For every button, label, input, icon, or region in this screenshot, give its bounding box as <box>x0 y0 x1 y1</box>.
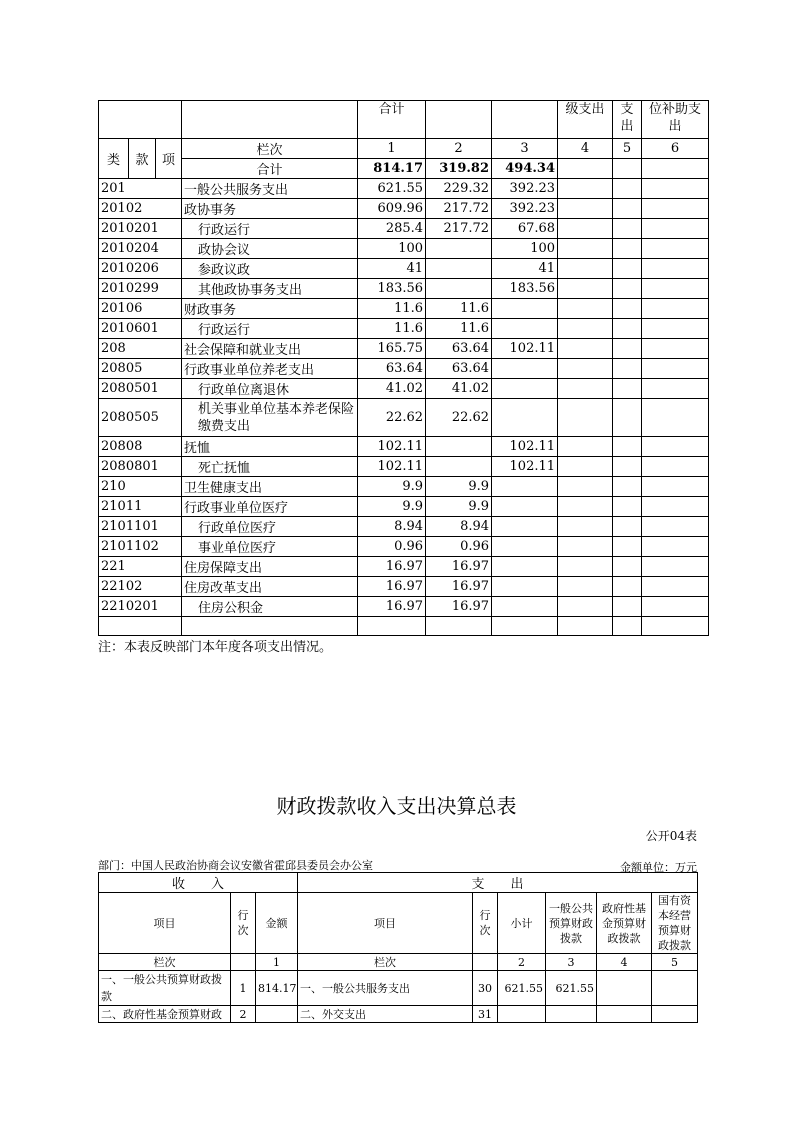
table-cell: 814.17 <box>256 971 298 1006</box>
table-cell <box>613 259 642 279</box>
table-row <box>99 319 709 339</box>
table-cell: 609.96 <box>358 199 426 219</box>
table-cell: 2080801 <box>99 457 182 477</box>
table-cell: 102.11 <box>358 457 426 477</box>
table-row <box>99 279 709 299</box>
table-row <box>99 457 709 477</box>
table-cell <box>558 497 613 517</box>
table-cell: 行次 <box>473 893 498 954</box>
table-cell: 30 <box>473 971 498 1006</box>
table-cell <box>613 239 642 259</box>
table-cell: 165.75 <box>358 339 426 359</box>
table-cell <box>613 517 642 537</box>
table-cell: 级支出 <box>558 101 613 139</box>
table-cell <box>426 101 492 139</box>
table-cell <box>492 319 558 339</box>
table-cell <box>558 319 613 339</box>
table-cell: 3 <box>492 139 558 159</box>
table-cell: 支 出 <box>298 873 698 893</box>
table-cell: 一、一般公共服务支出 <box>298 971 473 1006</box>
table-cell <box>99 101 182 139</box>
table-cell: 栏次 <box>182 139 358 159</box>
table-cell: 合计 <box>182 159 358 179</box>
table-cell <box>642 259 709 279</box>
table-row <box>99 517 709 537</box>
table-cell <box>613 477 642 497</box>
table-cell: 102.11 <box>358 437 426 457</box>
table-cell: 行政运行 <box>182 319 358 339</box>
table-cell: 63.64 <box>426 359 492 379</box>
table-cell: 行政单位医疗 <box>182 517 358 537</box>
table-cell: 16.97 <box>426 597 492 617</box>
table-cell <box>613 179 642 199</box>
table-cell: 一般公共服务支出 <box>182 179 358 199</box>
table-cell: 财政事务 <box>182 299 358 319</box>
table-cell <box>613 279 642 299</box>
table-cell: 183.56 <box>358 279 426 299</box>
table-cell: 一、一般公共预算财政拨款 <box>99 971 231 1006</box>
table-cell <box>99 617 182 636</box>
summary-table <box>98 872 698 1023</box>
table-cell <box>613 577 642 597</box>
table-cell <box>492 379 558 399</box>
table-cell: 16.97 <box>358 597 426 617</box>
table-cell: 参政议政 <box>182 259 358 279</box>
table-cell: 183.56 <box>492 279 558 299</box>
table-cell: 41.02 <box>426 379 492 399</box>
table-cell: 16.97 <box>358 577 426 597</box>
table-cell: 319.82 <box>426 159 492 179</box>
table-row <box>99 557 709 577</box>
table-cell <box>558 517 613 537</box>
table-cell: 621.55 <box>358 179 426 199</box>
table-cell: 项目 <box>99 893 231 954</box>
section-row <box>99 873 698 893</box>
table-cell: 16.97 <box>426 557 492 577</box>
table-cell <box>558 399 613 437</box>
table-cell <box>558 259 613 279</box>
table-cell: 102.11 <box>492 437 558 457</box>
table-cell <box>426 279 492 299</box>
table-row <box>99 179 709 199</box>
table-cell <box>642 497 709 517</box>
table-cell: 20805 <box>99 359 182 379</box>
department: 部门：中国人民政治协商会议安徽省霍邱县委员会办公室 <box>98 859 373 872</box>
table-cell <box>492 537 558 557</box>
table-row <box>99 339 709 359</box>
table-cell: 5 <box>652 954 698 971</box>
table-cell <box>613 159 642 179</box>
table-cell <box>492 299 558 319</box>
table-cell <box>358 617 426 636</box>
table-cell: 63.64 <box>426 339 492 359</box>
table-cell <box>642 299 709 319</box>
table-row <box>99 399 709 437</box>
table-cell: 11.6 <box>426 319 492 339</box>
table-cell: 621.55 <box>498 971 546 1006</box>
table-cell: 2210201 <box>99 597 182 617</box>
page-title: 财政拨款收入支出决算总表 <box>276 794 517 818</box>
table-cell <box>558 279 613 299</box>
table-cell <box>642 219 709 239</box>
table-cell: 221 <box>99 557 182 577</box>
table-cell <box>558 537 613 557</box>
table-cell: 社会保障和就业支出 <box>182 339 358 359</box>
header-row <box>99 893 698 954</box>
table-cell: 行次 <box>231 893 256 954</box>
table-code: 公开04表 <box>645 829 697 843</box>
table-cell: 9.9 <box>358 477 426 497</box>
table-cell: 22102 <box>99 577 182 597</box>
table-cell: 事业单位医疗 <box>182 537 358 557</box>
table-cell: 2101102 <box>99 537 182 557</box>
table-cell <box>492 399 558 437</box>
table-cell: 4 <box>597 954 652 971</box>
table-cell: 16.97 <box>358 557 426 577</box>
table-cell: 住房改革支出 <box>182 577 358 597</box>
table-cell: 100 <box>492 239 558 259</box>
table-cell <box>426 457 492 477</box>
table-cell: 9.9 <box>358 497 426 517</box>
table-cell: 229.32 <box>426 179 492 199</box>
table-row <box>99 971 698 1006</box>
table-cell: 102.11 <box>492 457 558 477</box>
table-cell: 11.6 <box>358 319 426 339</box>
table-cell <box>558 299 613 319</box>
table-cell: 208 <box>99 339 182 359</box>
table-cell: 11.6 <box>426 299 492 319</box>
table-cell: 抚恤 <box>182 437 358 457</box>
header-row <box>99 101 709 139</box>
table-cell <box>642 517 709 537</box>
table-cell: 217.72 <box>426 199 492 219</box>
table-cell <box>558 457 613 477</box>
table-cell <box>558 239 613 259</box>
table-cell: 卫生健康支出 <box>182 477 358 497</box>
table-cell <box>546 1006 597 1023</box>
table-row <box>99 537 709 557</box>
table-cell: 621.55 <box>546 971 597 1006</box>
table-cell: 0.96 <box>358 537 426 557</box>
table-cell <box>642 557 709 577</box>
table-cell: 31 <box>473 1006 498 1023</box>
table-cell <box>558 339 613 359</box>
table-cell <box>642 379 709 399</box>
table-row <box>99 437 709 457</box>
table-row <box>99 379 709 399</box>
table-cell: 行政事业单位养老支出 <box>182 359 358 379</box>
table-cell: 217.72 <box>426 219 492 239</box>
table-cell: 20106 <box>99 299 182 319</box>
table-cell <box>613 497 642 517</box>
table-cell <box>613 617 642 636</box>
table-cell: 1 <box>231 971 256 1006</box>
table-cell <box>558 477 613 497</box>
table-cell: 4 <box>558 139 613 159</box>
table-row <box>99 477 709 497</box>
table-cell <box>473 954 498 971</box>
table-row <box>99 239 709 259</box>
table-cell: 2 <box>231 1006 256 1023</box>
table-cell: 63.64 <box>358 359 426 379</box>
table-cell <box>558 577 613 597</box>
table-cell: 行政运行 <box>182 219 358 239</box>
table-cell: 2010601 <box>99 319 182 339</box>
table-cell: 2 <box>426 139 492 159</box>
table-cell: 41 <box>358 259 426 279</box>
table-row <box>99 259 709 279</box>
table-cell <box>492 597 558 617</box>
table-cell <box>642 477 709 497</box>
table-cell <box>642 617 709 636</box>
table-cell <box>613 379 642 399</box>
empty-row <box>99 617 709 636</box>
table-cell <box>558 437 613 457</box>
table-cell <box>613 399 642 437</box>
table-cell: 814.17 <box>358 159 426 179</box>
table-cell: 2080505 <box>99 399 182 437</box>
amount-unit: 金额单位：万元 <box>620 861 697 874</box>
table-cell: 机关事业单位基本养老保险缴费支出 <box>182 399 358 437</box>
table-cell: 死亡抚恤 <box>182 457 358 477</box>
table-cell <box>642 437 709 457</box>
table-cell: 67.68 <box>492 219 558 239</box>
table-cell: 9.9 <box>426 497 492 517</box>
table-cell: 22.62 <box>358 399 426 437</box>
table-cell: 支出 <box>613 101 642 139</box>
table-cell <box>426 239 492 259</box>
table-cell: 392.23 <box>492 199 558 219</box>
table-cell: 392.23 <box>492 179 558 199</box>
table-cell <box>492 359 558 379</box>
table-cell: 100 <box>358 239 426 259</box>
table-cell <box>642 457 709 477</box>
table-cell <box>558 379 613 399</box>
total-row <box>99 159 709 179</box>
table-cell: 0.96 <box>426 537 492 557</box>
table-cell: 项 <box>156 139 182 179</box>
table-row <box>99 597 709 617</box>
table-cell <box>558 219 613 239</box>
table-cell: 位补助支出 <box>642 101 709 139</box>
table-cell: 20808 <box>99 437 182 457</box>
table-cell: 住房公积金 <box>182 597 358 617</box>
table-cell: 2010299 <box>99 279 182 299</box>
table-cell <box>642 597 709 617</box>
table-cell: 2080501 <box>99 379 182 399</box>
table-cell <box>558 617 613 636</box>
table-cell <box>182 101 358 139</box>
table-cell <box>642 159 709 179</box>
table-cell: 41.02 <box>358 379 426 399</box>
table-cell: 8.94 <box>358 517 426 537</box>
table-cell: 16.97 <box>426 577 492 597</box>
table-cell: 20102 <box>99 199 182 219</box>
table-cell: 住房保障支出 <box>182 557 358 577</box>
table-cell: 合计 <box>358 101 426 139</box>
table-cell <box>613 319 642 339</box>
table-cell <box>597 1006 652 1023</box>
table-cell <box>231 954 256 971</box>
table-cell: 2010206 <box>99 259 182 279</box>
table-cell: 1 <box>256 954 298 971</box>
table-cell <box>613 437 642 457</box>
table-cell <box>642 199 709 219</box>
table-cell <box>492 497 558 517</box>
lanci-row <box>99 139 709 159</box>
table-cell: 8.94 <box>426 517 492 537</box>
table-cell: 2010201 <box>99 219 182 239</box>
table-cell <box>642 577 709 597</box>
table-cell: 2101101 <box>99 517 182 537</box>
table-cell: 2010204 <box>99 239 182 259</box>
table-cell <box>558 179 613 199</box>
table-cell <box>597 971 652 1006</box>
table-cell: 一般公共预算财政拨款 <box>546 893 597 954</box>
table-cell <box>426 259 492 279</box>
table-cell <box>558 199 613 219</box>
lanci-row <box>99 954 698 971</box>
table-cell: 494.34 <box>492 159 558 179</box>
table-row <box>99 1006 698 1023</box>
table-cell: 金额 <box>256 893 298 954</box>
table-cell <box>642 239 709 259</box>
table-cell <box>613 199 642 219</box>
table-cell <box>642 537 709 557</box>
table-cell: 9.9 <box>426 477 492 497</box>
table-cell <box>642 179 709 199</box>
table-cell: 21011 <box>99 497 182 517</box>
table-cell <box>652 971 698 1006</box>
table-cell <box>613 557 642 577</box>
expenditure-table <box>98 100 709 636</box>
table-cell <box>182 617 358 636</box>
table-cell <box>498 1006 546 1023</box>
table-cell: 285.4 <box>358 219 426 239</box>
table-cell: 102.11 <box>492 339 558 359</box>
table-cell <box>558 159 613 179</box>
table-cell: 201 <box>99 179 182 199</box>
table-row <box>99 299 709 319</box>
table-cell: 款 <box>129 139 156 179</box>
table-cell: 6 <box>642 139 709 159</box>
table-cell: 政协会议 <box>182 239 358 259</box>
table-cell: 2 <box>498 954 546 971</box>
table-cell: 二、外交支出 <box>298 1006 473 1023</box>
table-cell <box>642 279 709 299</box>
table-cell <box>613 457 642 477</box>
table-cell <box>613 339 642 359</box>
table-cell: 国有资本经营预算财政拨款 <box>652 893 698 954</box>
table-cell: 政府性基金预算财政拨款 <box>597 893 652 954</box>
table-row <box>99 359 709 379</box>
table-note: 注：本表反映部门本年度各项支出情况。 <box>98 640 333 655</box>
table-cell <box>613 359 642 379</box>
table-cell <box>492 577 558 597</box>
table-cell: 22.62 <box>426 399 492 437</box>
table-row <box>99 497 709 517</box>
table-cell: 行政单位离退休 <box>182 379 358 399</box>
table-cell <box>558 359 613 379</box>
table-cell <box>256 1006 298 1023</box>
table-cell <box>642 399 709 437</box>
table-cell <box>492 517 558 537</box>
table-cell: 210 <box>99 477 182 497</box>
table-cell: 栏次 <box>298 954 473 971</box>
table-row <box>99 219 709 239</box>
table-cell <box>558 557 613 577</box>
table-cell: 栏次 <box>99 954 231 971</box>
table-cell: 项目 <box>298 893 473 954</box>
table-cell: 5 <box>613 139 642 159</box>
table-cell <box>642 319 709 339</box>
table-cell <box>613 299 642 319</box>
table-cell: 行政事业单位医疗 <box>182 497 358 517</box>
table-cell: 收 入 <box>99 873 298 893</box>
table-cell: 3 <box>546 954 597 971</box>
table-cell <box>558 597 613 617</box>
table-cell <box>426 437 492 457</box>
table-cell: 1 <box>358 139 426 159</box>
table-cell <box>492 477 558 497</box>
table-cell <box>652 1006 698 1023</box>
table-cell <box>613 219 642 239</box>
table-cell <box>492 617 558 636</box>
table-cell <box>426 617 492 636</box>
table-row <box>99 577 709 597</box>
table-cell: 政协事务 <box>182 199 358 219</box>
table-cell <box>642 339 709 359</box>
table-cell <box>613 537 642 557</box>
table-cell <box>613 597 642 617</box>
table-cell <box>492 101 558 139</box>
table-cell <box>642 359 709 379</box>
table-row <box>99 199 709 219</box>
table-cell: 类 <box>99 139 129 179</box>
table-cell: 41 <box>492 259 558 279</box>
table-cell <box>492 557 558 577</box>
table-cell: 小计 <box>498 893 546 954</box>
table-cell: 二、政府性基金预算财政 <box>99 1006 231 1023</box>
table-cell: 其他政协事务支出 <box>182 279 358 299</box>
table-cell: 11.6 <box>358 299 426 319</box>
